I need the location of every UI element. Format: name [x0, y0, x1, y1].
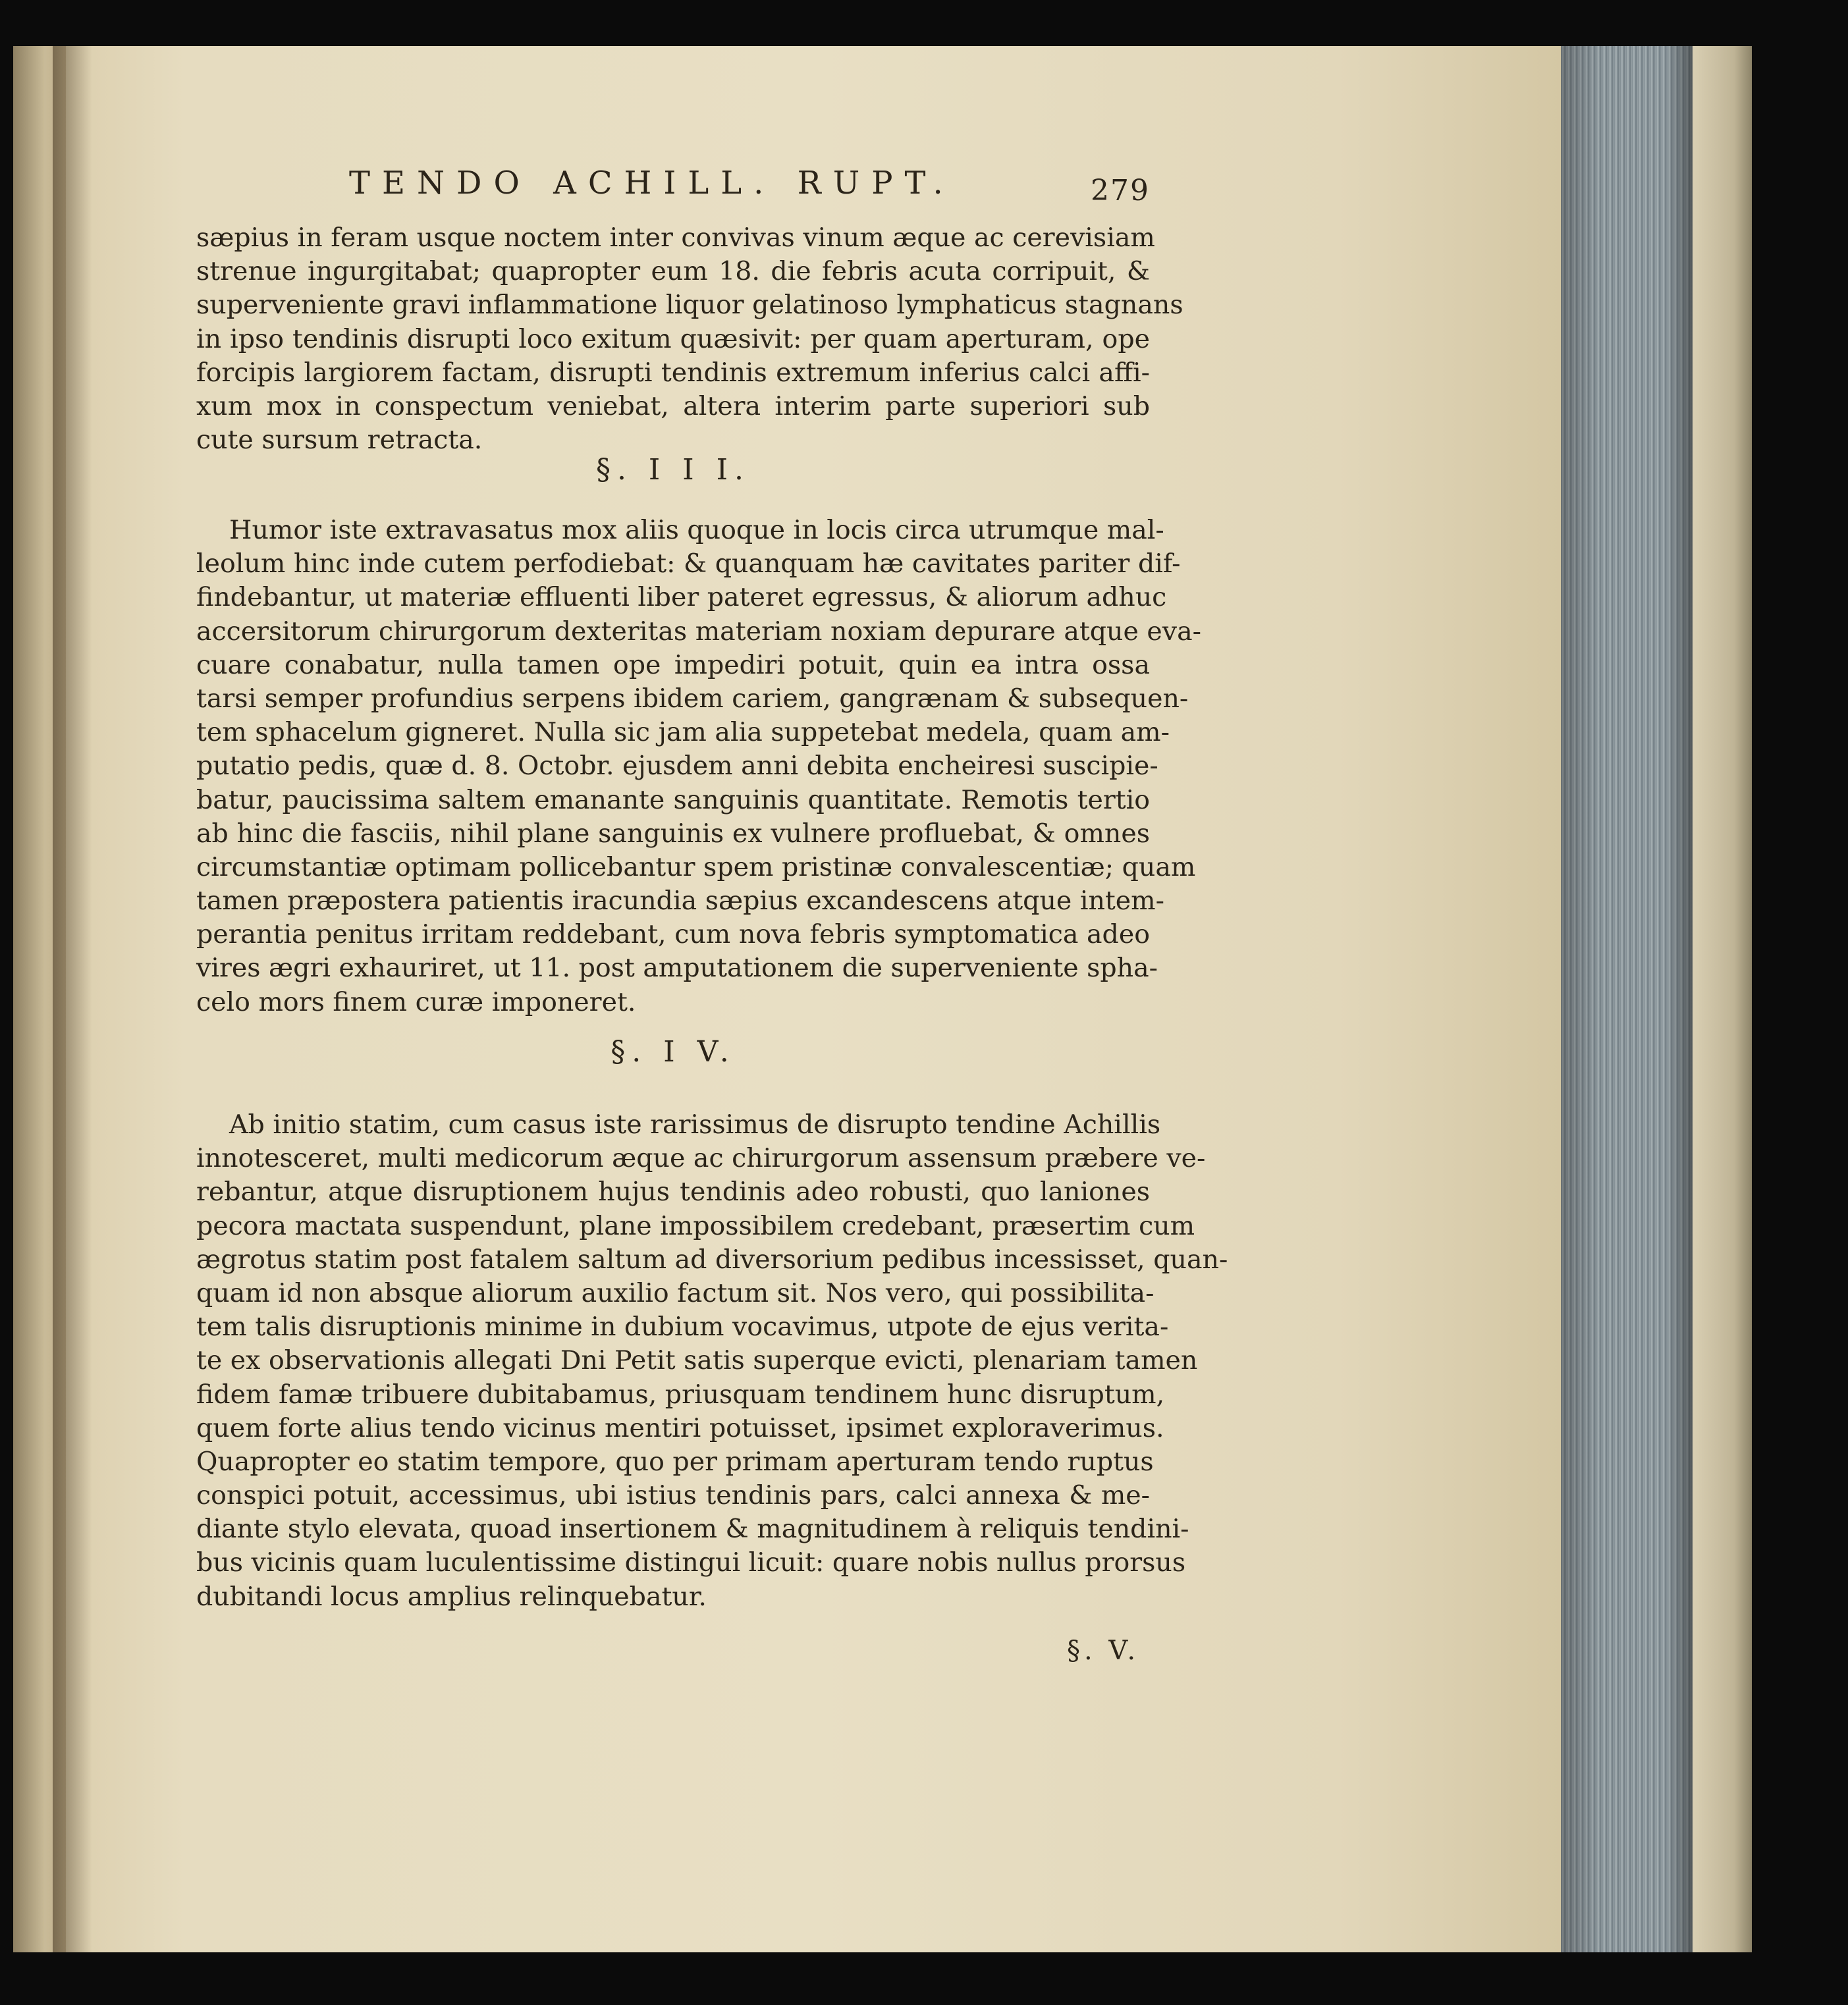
text-line: fidem famæ tribuere dubitabamus, priusquam tendinem hunc disruptum, — [196, 1379, 1165, 1410]
text-line: batur, paucissima saltem emanante sanguinis quantitate. Remotis tertio — [196, 784, 1150, 815]
text-line: leolum hinc inde cutem perfodiebat: & quanquam hæ cavitates pariter dif- — [196, 548, 1181, 579]
paragraph-1 — [196, 221, 1183, 457]
text-line: Humor iste extravasatus mox aliis quoque in locis circa utrumque mal- — [229, 515, 1164, 545]
text-line: in ipso tendinis disrupti loco exitum quæsivit: per quam aperturam, ope — [196, 323, 1150, 354]
text-line: dubitandi locus amplius relinquebatur. — [196, 1581, 707, 1612]
catchword: §. V. — [1067, 1636, 1140, 1666]
text-line: sæpius in feram usque noctem inter convivas vinum æque ac cerevisiam — [196, 223, 1155, 253]
text-line: tem sphacelum gigneret. Nulla sic jam alia suppetebat medela, quam am- — [196, 717, 1170, 748]
text-line: te ex observationis allegati Dni Petit satis superque evicti, plenariam tamen — [196, 1345, 1198, 1376]
text-line: putatio pedis, quæ d. 8. Octobr. ejusdem anni debita encheiresi suscipie- — [196, 751, 1158, 782]
text-line: tamen præpostera patientis iracundia sæpius excandescens atque intem- — [196, 886, 1164, 917]
text-line: superveniente gravi inflammatione liquor gelatinoso lymphaticus stagnans — [196, 290, 1183, 321]
running-header — [349, 165, 1150, 211]
text-line: ægrotus statim post fatalem saltum ad diversorium pedibus incessisset, quan- — [196, 1244, 1228, 1275]
text-line: diante stylo elevata, quoad insertionem & magnitudinem à reliquis tendini- — [196, 1514, 1189, 1545]
text-line: bus vicinis quam luculentissime distingui licuit: quare nobis nullus prorsus — [196, 1547, 1186, 1578]
text-line: vires ægri exhauriret, ut 11. post amputationem die superveniente spha- — [196, 953, 1158, 984]
text-line: perantia penitus irritam reddebant, cum nova febris symptomatica adeo — [196, 919, 1150, 950]
text-line: quem forte alius tendo vicinus mentiri potuisset, ipsimet exploraverimus. — [196, 1412, 1164, 1443]
text-line: forcipis largiorem factam, disrupti tendinis extremum inferius calci affi- — [196, 357, 1150, 388]
text-line: cuare conabatur, nulla tamen ope impediri potuit, quin ea intra ossa — [196, 649, 1150, 680]
text-line: tarsi semper profundius serpens ibidem cariem, gangrænam & subsequen- — [196, 683, 1189, 714]
text-line: Ab initio statim, cum casus iste rarissimus de disrupto tendine Achillis — [229, 1109, 1161, 1140]
gutter-shadow — [53, 46, 92, 1952]
text-line: accersitorum chirurgorum dexteritas materiam noxiam depurare atque eva- — [196, 616, 1202, 647]
text-line: Quapropter eo statim tempore, quo per primam aperturam tendo ruptus — [196, 1446, 1154, 1477]
section-heading-4: §. I V. — [611, 1035, 736, 1069]
paragraph-3 — [196, 1108, 1228, 1614]
text-line: ab hinc die fasciis, nihil plane sanguinis ex vulnere profluebat, & omnes — [196, 818, 1150, 849]
text-line: strenue ingurgitabat; quapropter eum 18. die febris acuta corripuit, & — [196, 256, 1150, 287]
text-line: cute sursum retracta. — [196, 425, 483, 456]
text-line: quam id non absque aliorum auxilio factum sit. Nos vero, qui possibilita- — [196, 1277, 1155, 1308]
text-line: innotesceret, multi medicorum æque ac chirurgorum assensum præbere ve- — [196, 1143, 1206, 1174]
paragraph-2 — [196, 514, 1202, 1019]
text-line: pecora mactata suspendunt, plane impossibilem credebant, præsertim cum — [196, 1210, 1195, 1241]
text-line: findebantur, ut materiæ effluenti liber pateret egressus, & aliorum adhuc — [196, 582, 1167, 613]
text-line: celo mors finem curæ imponeret. — [196, 986, 636, 1017]
text-line: xum mox in conspectum veniebat, altera interim parte superiori sub — [196, 390, 1150, 421]
text-line: rebantur, atque disruptionem hujus tendinis adeo robusti, quo laniones — [196, 1177, 1150, 1208]
running-title: TENDO ACHILL. RUPT. — [349, 165, 955, 201]
text-line: conspici potuit, accessimus, ubi istius tendinis pars, calci annexa & me- — [196, 1480, 1150, 1511]
page-block-shade — [1561, 46, 1693, 1952]
section-heading-3: §. I I I. — [595, 453, 751, 487]
back-cover — [1693, 46, 1752, 1952]
page-number: 279 — [1091, 174, 1150, 207]
text-line: tem talis disruptionis minime in dubium vocavimus, utpote de ejus verita- — [196, 1312, 1169, 1343]
text-line: circumstantiæ optimam pollicebantur spem pristinæ convalescentiæ; quam — [196, 851, 1196, 882]
